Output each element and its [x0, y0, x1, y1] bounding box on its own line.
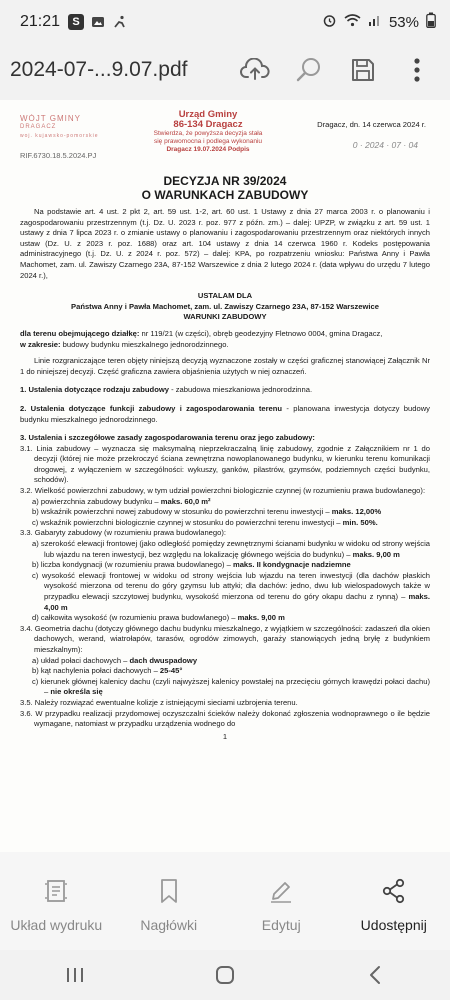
alarm-icon	[322, 13, 337, 32]
headings-label: Nagłówki	[140, 917, 198, 933]
plot-label: dla terenu obejmującego działkę:	[20, 328, 140, 338]
battery-level: 53%	[388, 13, 419, 31]
scope-label: w zakresie:	[20, 339, 61, 349]
point-3-1: 3.1. Linia zabudowy – wyznacza się maksymalną nieprzekraczalną linię zabudowy, zgodnie z Załącznikiem nr 1 do decyzji (której nie może przekroczyć ściana zewnętrzna nowoplanowanego budynku, w kierunku terenu komunikacji drogowej, z wyłączeniem w szczególności: wykuszy, ganków, pilastrów, gzymsów, podziemnych części budynku, schodów).	[20, 443, 430, 485]
point-value: nie określa się	[50, 687, 103, 697]
stamp-note: Stwierdza, że powyższa decyzja stała	[153, 130, 263, 137]
legal-validity-stamp	[128, 110, 288, 154]
document-header	[20, 110, 430, 174]
system-nav-bar	[0, 950, 450, 1000]
stamp-note: się prawomocna i podlega wykonaniu	[153, 138, 263, 145]
stamp-signature: Dragacz 19.07.2024 Podpis	[166, 146, 250, 153]
print-layout-icon	[43, 878, 69, 909]
plot-text: nr 119/21 (w części), obręb geodezyjny Fletnowo 0004, gmina Dragacz,	[141, 328, 383, 338]
stamp-line: DRAGACZ	[20, 124, 57, 130]
scope-text: budowy budynku mieszkalnego jednorodzinnego.	[62, 339, 229, 349]
plot-line	[20, 329, 430, 340]
edit-button[interactable]	[231, 878, 331, 933]
office-stamp	[20, 114, 110, 160]
cloud-upload-icon[interactable]	[232, 47, 278, 93]
point-3-4-b	[20, 666, 430, 677]
point-3-4-a	[20, 656, 430, 667]
bookmark-icon	[157, 878, 181, 909]
point-text: c) wysokość elewacji frontowej w widoku od strony wejścia lub wjazdu na teren inwestycji (dla dachów płaskich wysokość mierzona od terenu do góry gzymsu lub attyki; dla dachów: jedno, dwu lub wielospadowych także w przypadku elewacji szczytowej budynku, wysokość mierzona od terenu do góry okapu dachu z rynną) –	[32, 570, 430, 601]
battery-icon	[426, 12, 436, 32]
point-text: a) układ połaci dachowych –	[32, 655, 128, 665]
file-title: 2024-07-...9.07.pdf	[10, 58, 188, 81]
point-value: maks. 9,00 m	[237, 613, 285, 623]
point-3-5: 3.5. Należy rozwiązać ewentualne kolizje z istniejącymi sieciami uzbrojenia terenu.	[20, 697, 298, 707]
home-icon[interactable]	[195, 955, 255, 995]
decision-title: DECYZJA NR 39/2024	[163, 174, 287, 188]
point-3-6: 3.6. W przypadku realizacji przydomowej oczyszczalni ścieków należy dokonać zgłoszenia wodnoprawnego o ile będzie wymagane, natomiast w przypadku urządzenia wodnego do	[20, 708, 430, 729]
pencil-note: 0 · 2024 · 07 · 04	[352, 140, 418, 150]
share-label: Udostępnij	[360, 917, 427, 933]
point-text: a) powierzchnia zabudowy budynku –	[32, 496, 159, 506]
point-text: b) wskaźnik powierzchni nowej zabudowy w stosunku do powierzchni terenu inwestycji –	[32, 507, 330, 517]
edit-icon	[268, 878, 294, 909]
section-1-text: - zabudowa mieszkaniowa jednorodzinna.	[171, 385, 313, 395]
section-1-label: 1. Ustalenia dotyczące rodzaju zabudowy	[20, 385, 169, 395]
point-text: a) szerokość elewacji frontowej (jako odległość pomiędzy zewnętrznymi ścianami budynku w widoku od strony wejścia lub wjazdu na teren inwestycji, bez względu na lokalizację głównego wejścia do budynku) –	[32, 539, 430, 559]
point-value: maks. 9,00 m	[352, 549, 400, 559]
legal-basis: Na podstawie art. 4 ust. 2 pkt 2, art. 59 ust. 1-2, art. 60 ust. 1 Ustawy z dnia 27 marca 2003 r. o planowaniu i zagospodarowaniu przestrzennym (t.j. Dz. U. 2023 r. poz. 977 z późn. zm.) – dalej: UPZP, w związku z art. 59 ust. 1 ustawy z dnia 7 lipca 2023 r. o zmianie ustawy o planowaniu i zagospodarowaniu przestrzennym oraz niektórych innych ustaw (Dz. U. z 2023 r. poz. 1688) oraz art. 104 ustawy z dnia 14 czerwca 1960 r. Kodeks postępowania administracyjnego (t.j. Dz. U. z 2024 r. poz. 572) – dalej: KPA, po rozpatrzeniu wniosku: Państwa Anny i Pawła Machomet, zam. ul. Zawiszy Czarnego 23A, 87-152 Warszewice z dnia 2 lutego 2024 r. (data wpływu do urzędu 7 lutego 2024 r.),	[20, 207, 430, 280]
bottom-action-bar	[0, 852, 450, 950]
point-3-3-d	[20, 613, 430, 624]
point-3-4-c	[20, 677, 430, 698]
back-icon[interactable]	[345, 955, 405, 995]
notification-icons	[68, 14, 128, 30]
status-bar	[0, 0, 450, 44]
point-3-4: 3.4. Geometria dachu (dotyczy głównego dachu budynku mieszkalnego, z wyjątkiem w szczególności: zadaszeń dla okien dachowych, werand, wiatrołapów, tarasów, ogrodów zimowych, garaży stanowiących jedną bryłę z budynkiem mieszkalnym):	[20, 623, 430, 654]
wifi-icon	[344, 13, 361, 31]
warunki-heading: WARUNKI ZABUDOWY	[183, 312, 267, 322]
headings-button[interactable]	[119, 878, 219, 933]
save-icon[interactable]	[340, 47, 386, 93]
image-icon	[90, 14, 106, 30]
share-button[interactable]	[344, 878, 444, 933]
point-value: dach dwuspadowy	[129, 655, 198, 665]
stamp-address: 86-134 Dragacz	[173, 119, 243, 130]
point-value: min. 50%.	[342, 517, 378, 527]
point-3-2: 3.2. Wielkość powierzchni zabudowy, w tym udział powierzchni biologicznie czynnej (w rozumieniu prawa budowlanego):	[20, 486, 426, 496]
pdf-page[interactable]	[0, 100, 450, 852]
recent-apps-icon[interactable]	[45, 955, 105, 995]
system-icons	[322, 12, 436, 32]
section-3-label: 3. Ustalenia i szczegółowe zasady zagospodarowania terenu oraz jego zabudowy:	[20, 433, 315, 443]
point-3-3-b	[20, 560, 430, 571]
section-2	[20, 404, 430, 425]
scope-line	[20, 340, 430, 351]
point-text: c) wskaźnik powierzchni biologicznie czynnej w stosunku do powierzchni terenu inwestycji –	[32, 517, 341, 527]
point-value: maks. 12,00%	[331, 507, 382, 517]
stamp-line: woj. kujawsko-pomorskie	[20, 133, 99, 139]
section-2-label: 2. Ustalenia dotyczące funkcji zabudowy i zagospodarowania terenu	[20, 403, 283, 413]
point-3-2-c	[20, 518, 430, 529]
accessibility-icon	[112, 14, 128, 30]
more-icon[interactable]	[394, 47, 440, 93]
point-3-3-a	[20, 539, 430, 560]
point-text: d) całkowita wysokość (w rozumieniu prawa budowlanego) –	[32, 613, 236, 623]
signal-icon	[368, 13, 382, 31]
point-3-3-c	[20, 571, 430, 613]
stamp-line: WÓJT GMINY	[20, 114, 81, 123]
page-number: 1	[222, 731, 228, 741]
app-toolbar	[0, 44, 450, 96]
applicant-line: Państwa Anny i Pawła Machomet, zam. ul. Zawiszy Czarnego 23A, 87-152 Warszewice	[71, 301, 379, 311]
stamp-office: Urząd Gminy	[178, 109, 238, 120]
ustalam-heading: USTALAM DLA	[197, 291, 253, 301]
s-app-icon: S	[68, 14, 84, 30]
place-date: Dragacz, dn. 14 czerwca 2024 r.	[317, 120, 426, 129]
reference-number: RIF.6730.18.5.2024.PJ	[20, 151, 97, 160]
point-3-2-a	[20, 497, 430, 508]
search-icon[interactable]	[286, 47, 332, 93]
share-icon	[381, 878, 407, 909]
point-text: b) liczba kondygnacji (w rozumieniu prawa budowlanego) –	[32, 560, 231, 570]
section-2-text: - planowana inwestycja dotyczy budowy budynku mieszkalnego jednorodzinnego.	[20, 403, 430, 424]
edit-label: Edytuj	[261, 917, 301, 933]
decision-subtitle: O WARUNKACH ZABUDOWY	[141, 188, 309, 202]
limits-paragraph: Linie rozgraniczające teren objęty niniejszą decyzją wyznaczone zostały w części graficznej stanowiącej Załącznik Nr 1 do niniejszej decyzji. Część graficzna zawiera objaśnienia użytych w niej oznaczeń.	[20, 356, 430, 376]
point-value: maks. II kondygnacje nadziemne	[232, 560, 351, 570]
point-value: maks. 60,0 m²	[160, 496, 211, 506]
point-3-3: 3.3. Gabaryty zabudowy (w rozumieniu prawa budowlanego):	[20, 528, 226, 538]
status-time: 21:21	[20, 13, 61, 30]
print-layout-label: Układ wydruku	[10, 917, 103, 933]
point-value: maks. 4,00 m	[44, 592, 430, 612]
point-3-2-b	[20, 507, 430, 518]
section-1	[20, 385, 430, 396]
point-text: b) kąt nachylenia połaci dachowych –	[32, 666, 158, 676]
point-text: c) kierunek głównej kalenicy dachu (czyli najwyższej kalenicy powstałej na przecięciu górnych krawędzi połaci dachu) –	[32, 676, 430, 697]
point-value: 25-45°	[159, 666, 183, 676]
print-layout-button[interactable]	[6, 878, 106, 933]
